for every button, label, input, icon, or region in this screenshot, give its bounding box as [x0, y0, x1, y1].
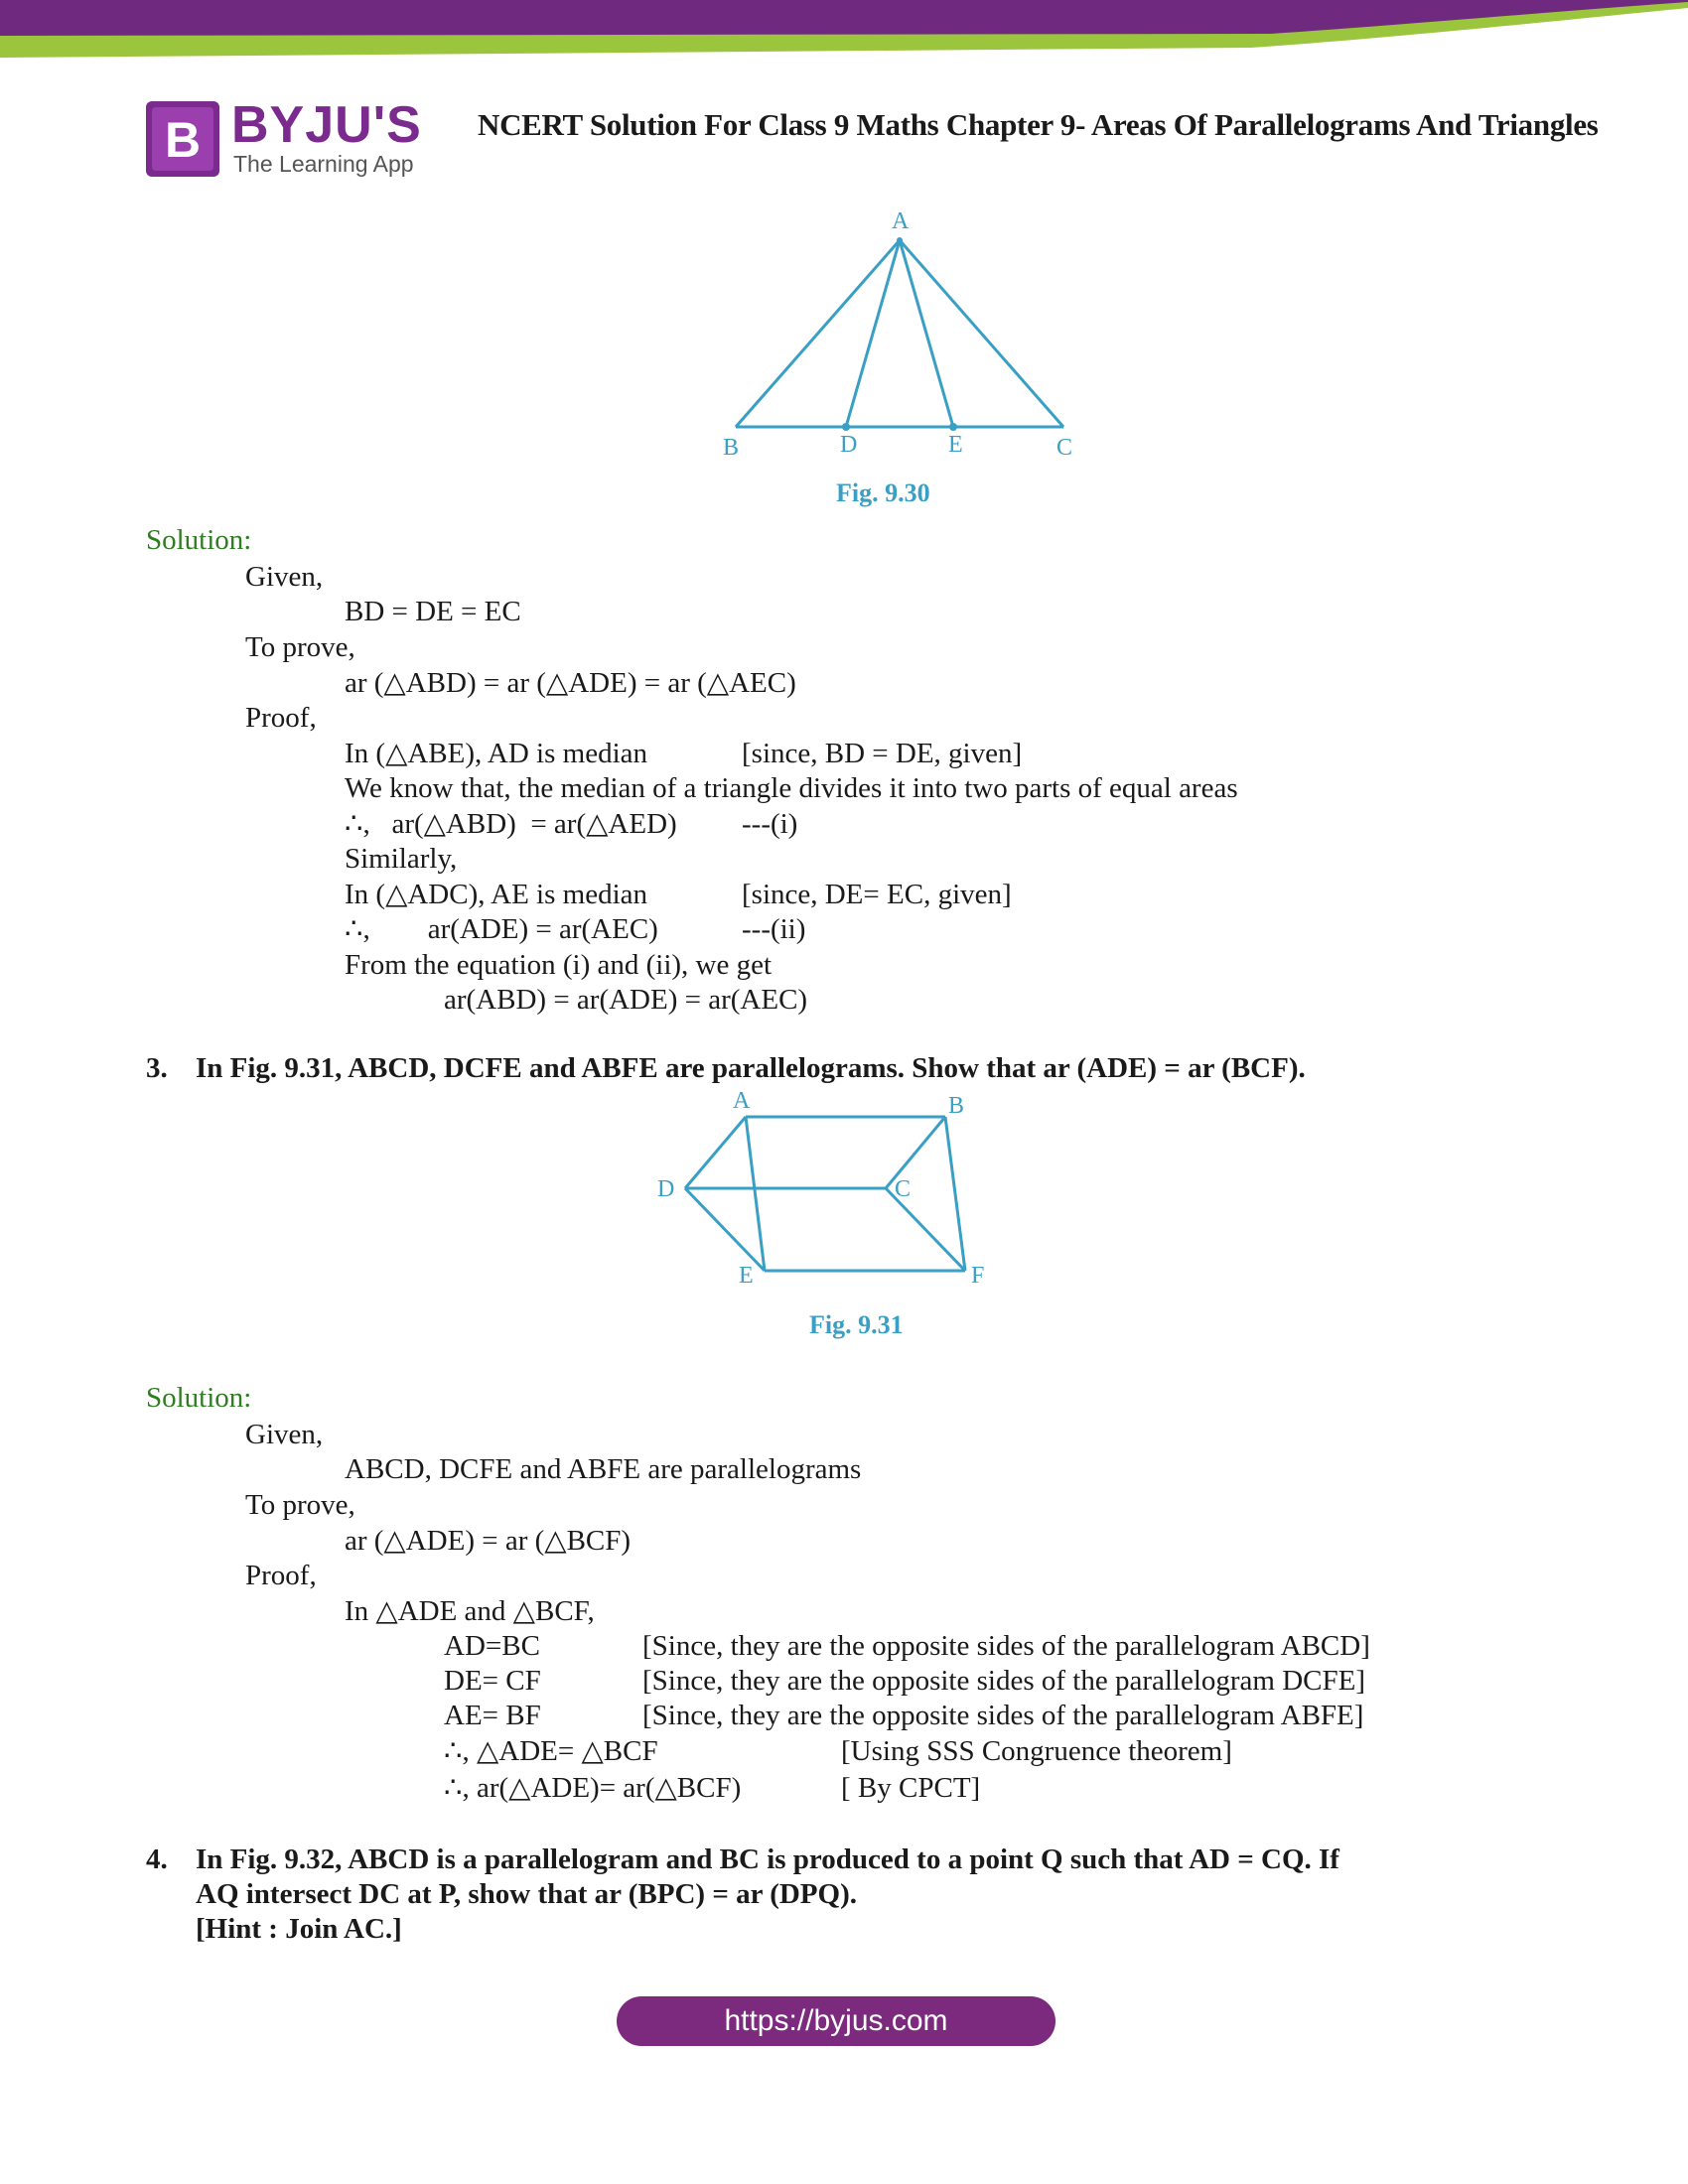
fig930-caption: Fig. 9.30	[836, 478, 930, 507]
proof-line: In △ADE and △BCF,	[345, 1595, 595, 1627]
proof-conclusion: ar(ABD) = ar(ADE) = ar(AEC)	[444, 984, 808, 1016]
proof-reason: [Since, they are the opposite sides of the parallelogram DCFE]	[642, 1665, 1366, 1697]
proof-line: Similarly,	[345, 843, 458, 875]
logo-brand: BYJU'S	[231, 96, 422, 154]
fig931-label-d: D	[657, 1176, 675, 1202]
proof-step: AD=BC	[444, 1630, 540, 1662]
proof-label: Proof,	[245, 1560, 317, 1591]
question-number: 3.	[146, 1052, 168, 1084]
proof-reason: [Using SSS Congruence theorem]	[841, 1735, 1232, 1767]
to-prove-statement: ar (△ABD) = ar (△ADE) = ar (△AEC)	[345, 667, 796, 699]
proof-line: In (△ABE), AD is median	[345, 738, 648, 769]
proof-reason: [Since, they are the opposite sides of the parallelogram ABFE]	[642, 1700, 1364, 1731]
given-label: Given,	[245, 561, 324, 593]
fig930-label-d: D	[840, 432, 858, 458]
svg-text:B: B	[164, 112, 202, 168]
fig930-label-b: B	[723, 435, 740, 461]
proof-line: ∴, ar(△ABD) = ar(△AED)	[345, 808, 677, 840]
question-number: 4.	[146, 1843, 168, 1875]
figure-9-30	[695, 204, 1092, 472]
solution-heading: Solution:	[146, 1382, 252, 1414]
footer-url-link[interactable]: https://byjus.com	[617, 1996, 1055, 2046]
proof-line: We know that, the median of a triangle divides it into two parts of equal areas	[345, 772, 1238, 804]
question-text: In Fig. 9.31, ABCD, DCFE and ABFE are parallelograms. Show that ar (ADE) = ar (BCF).	[196, 1052, 1306, 1084]
byjus-logo	[146, 96, 434, 179]
proof-step: DE= CF	[444, 1665, 541, 1697]
fig931-label-e: E	[739, 1263, 754, 1289]
given-label: Given,	[245, 1419, 324, 1450]
given-statement: ABCD, DCFE and ABFE are parallelograms	[345, 1453, 862, 1485]
fig931-label-b: B	[948, 1093, 965, 1119]
proof-step: ∴, ar(△ADE)= ar(△BCF)	[444, 1772, 742, 1804]
equation-tag: ---(ii)	[742, 913, 806, 945]
question-text: AQ intersect DC at P, show that ar (BPC) = ar (DPQ).	[196, 1878, 857, 1910]
to-prove-label: To prove,	[245, 631, 355, 663]
document-title: NCERT Solution For Class 9 Maths Chapter 9- Areas Of Parallelograms And Triangles	[478, 107, 1599, 142]
proof-line: In (△ADC), AE is median	[345, 879, 648, 910]
proof-reason: [ By CPCT]	[841, 1772, 981, 1804]
fig931-label-c: C	[895, 1176, 912, 1202]
solution-heading: Solution:	[146, 524, 252, 556]
fig930-label-c: C	[1056, 435, 1073, 461]
fig931-label-f: F	[971, 1263, 985, 1289]
proof-reason: [Since, they are the opposite sides of the parallelogram ABCD]	[642, 1630, 1370, 1662]
to-prove-statement: ar (△ADE) = ar (△BCF)	[345, 1525, 632, 1557]
proof-step: AE= BF	[444, 1700, 541, 1731]
question-hint: [Hint : Join AC.]	[196, 1913, 402, 1945]
proof-label: Proof,	[245, 702, 317, 734]
proof-step: ∴, △ADE= △BCF	[444, 1735, 658, 1767]
fig930-label-a: A	[892, 208, 910, 234]
to-prove-label: To prove,	[245, 1489, 355, 1521]
logo-b-icon	[146, 99, 221, 179]
logo-tagline: The Learning App	[233, 151, 414, 177]
fig931-caption: Fig. 9.31	[809, 1310, 904, 1339]
question-text: In Fig. 9.32, ABCD is a parallelogram and BC is produced to a point Q such that AD = CQ. If	[196, 1843, 1339, 1875]
proof-line: From the equation (i) and (ii), we get	[345, 949, 773, 981]
fig931-label-a: A	[733, 1088, 751, 1114]
fig930-label-e: E	[948, 432, 963, 458]
proof-line: ∴, ar(ADE) = ar(AEC)	[345, 913, 658, 945]
equation-tag: ---(i)	[742, 808, 798, 840]
given-statement: BD = DE = EC	[345, 596, 521, 627]
proof-reason: [since, DE= EC, given]	[742, 879, 1012, 910]
proof-reason: [since, BD = DE, given]	[742, 738, 1023, 769]
top-banner	[0, 0, 1688, 60]
